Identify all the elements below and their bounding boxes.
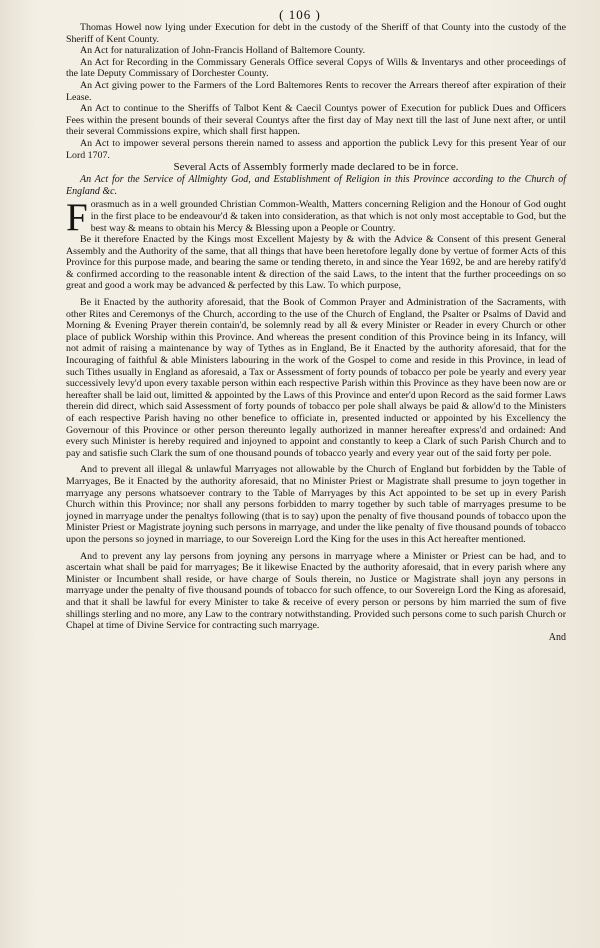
- enacting-paragraph: Be it therefore Enacted by the Kings most Excellent Majesty by & with the Advice & Consent of this present General Assembly and the Authority of the same, that all things that have been heretofore legally done by vertue of former Acts of this Province for this purpose made, and bearing the same or tending thereto, in and since the Year 1692, be and are hereby ratify'd & confirmed according to the reasonable intent & direction of the said Laws, to the intent that the further proceedings on so great and good a work may be advanced & perfected by this Law. To which purpose,: [66, 234, 566, 292]
- marriage-table-paragraph: And to prevent all illegal & unlawful Marryages not allowable by the Church of England but forbidden by the Table of Marryages, Be it Enacted by the authority aforesaid, that no Minister Priest or Magistrate shall presume to joyn together in marryage any persons whatsoever contrary to the Table of Marryages by this Act appointed to be set up in every Parish Church within this Province; nor shall any persons forbidden to marry together by such table of marryages presume to be joyned in marryage under the penaltys following (that is to say) upon the penalty of five thousand pounds of tobacco upon the Minister Priest or Magistrate joyning such persons in marryage, and under the like penalty of five thousand pounds of tobacco upon the persons so joyned in marriage, to our Sovereign Lord the King for the uses in this Act hereafter mentioned.: [66, 464, 566, 545]
- drop-cap: F: [66, 196, 88, 240]
- act-list-item: An Act to impower several persons therein named to assess and apportion the publick Levy for this present Year of our Lord 1707.: [66, 137, 566, 161]
- section-heading: Several Acts of Assembly formerly made declared to be in force.: [173, 161, 459, 174]
- preamble-paragraph: [66, 196, 566, 240]
- document-body: [66, 22, 566, 643]
- preamble-text: orasmuch as in a well grounded Christian Common-Wealth, Matters concerning Religion and the Honour of God ought in the first place to be endeavour'd & taken into consideration, as that which is not only most acceptable to God, but the best way & means to obtain his Mercy & Blessing upon a People or Country.: [90, 199, 566, 234]
- act-list-item: Thomas Howel now lying under Execution for debt in the custody of the Sheriff of that County into the custody of the Sheriff of Kent County.: [66, 22, 566, 45]
- act-list-item: An Act for Recording in the Commissary Generals Office several Copys of Wills & Inventarys and other proceedings of the late Deputy Commissary of Dorchester County.: [66, 56, 566, 80]
- act-list-item: An Act giving power to the Farmers of the Lord Baltemores Rents to recover the Arrears thereof after expiration of their Lease.: [66, 79, 566, 103]
- act-title: An Act for the Service of Allmighty God, and Establishment of Religion in this Province according to the Church of England &c.: [66, 174, 566, 197]
- catchword: And: [548, 631, 566, 643]
- act-list-item: An Act for naturalization of John-Francis Holland of Baltemore County.: [80, 45, 366, 57]
- marriage-fees-paragraph: And to prevent any lay persons from joyning any persons in marryage where a Minister or Priest can be had, and to ascertain what shall be paid for marryages; Be it likewise Enacted by the authority aforesaid, that in every parish where any Minister or Incumbent shall reside, or have charge of Souls therein, no Justice or Magistrate shall joyn any persons in marryage under the penalty of five thousand pounds of tobacco for such offence, to our Sovereign Lord the King as aforesaid, and that it shall be lawful for every Minister to take & receive of every person or persons by him married the sum of five shillings sterling and no more, any Law to the contrary notwithstanding. Provided such persons come to such parish Church or Chapel at time of Divine Service for contracting such marryage.: [66, 550, 566, 632]
- act-list-item: An Act to continue to the Sheriffs of Talbot Kent & Caecil Countys power of Execution for publick Dues and Officers Fees within the present bounds of their several Countys after the first day of May next till the last of June next after, or until their several Commissions expire, which shall first happen.: [66, 103, 566, 138]
- worship-paragraph: Be it Enacted by the authority aforesaid, that the Book of Common Prayer and Administration of the Sacraments, with other Rites and Ceremonys of the Church, according to the use of the Church of England, the Psalter or Psalms of David and Morning & Evening Prayer therein contain'd, be solemnly read by all & every Minister or Reader in every Church or other place of publick Worship within this Province. And whereas the present condition of this Province being in its Infancy, will not admit of raising a maintenance by way of Tythes as in England, Be it Enacted by the authority aforesaid, that for the Incouraging of faithful & able Ministers labouring in the work of the Gospel to come and reside in this Province, in lead of such Tithes usually in England as aforesaid, a Tax or Assessment of forty pounds of tobacco per pole be yearly and every year successively levy'd upon every taxable person within each respective Parish within this Province as they have been now are or hereafter shall be laid out, limitted & appointed by the Laws of this Province and enter'd upon Record as the said former Laws therein did direct, which said Assessment of forty pounds of tobacco per pole shall always be paid & allow'd to the Ministers of each respective Parish having no other benefice to officiate in, presented inducted or appointed by his Excellency the Governour of this Province or other person thereunto legally authorized in manner hereafter express'd and ordained: And every such Minister is hereby required and injoyned to appoint and constantly to keep a Clark of such Parish Church and to pay and satisfie such Clark the sum of one thousand pounds of tobacco yearly and every year out of the said forty per pole.: [66, 297, 566, 459]
- page-number: ( 106 ): [279, 7, 321, 22]
